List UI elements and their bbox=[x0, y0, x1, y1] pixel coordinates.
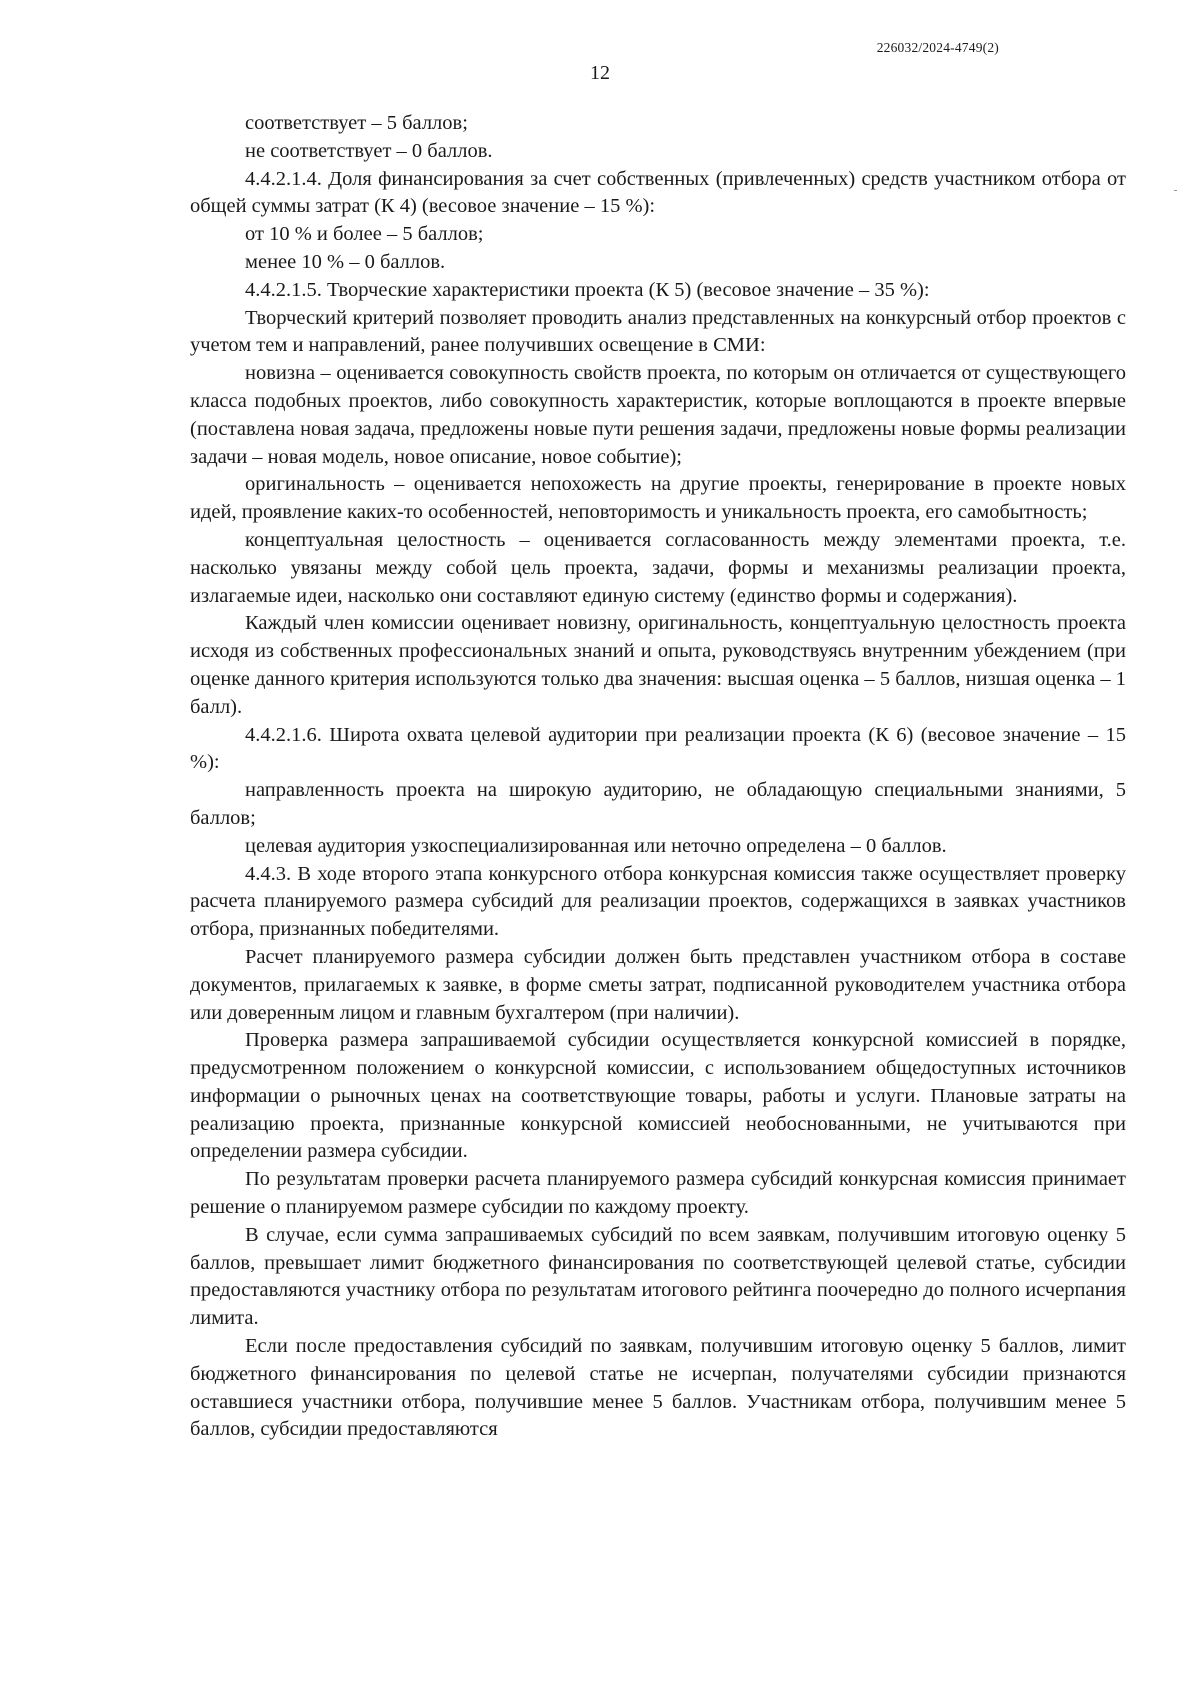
paragraph-subsidy-calculation: Расчет планируемого размера субсидии должен быть представлен участником отбора в составе документов, прилагаемых к заявке, в форме сметы затрат, подписанной руководителем участника отбора или доверенным лицом и главным бухгалтером (при наличии). bbox=[190, 945, 1126, 1024]
paragraph-score-mismatch: не соответствует – 0 баллов. bbox=[245, 139, 493, 162]
paragraph-subsidy-verification: Проверка размера запрашиваемой субсидии осуществляется конкурсной комиссией в порядке, предусмотренном положением о конкурсной комиссии, с использованием общедоступных источников информации о рыночных ценах на соответствующие товары, работы и услуги. Плановые затраты на реализацию проекта, признанные конкурсной комиссией необоснованными, не учитываются при определении размера субсидии. bbox=[190, 1029, 1126, 1163]
paragraph-commission-evaluation: Каждый член комиссии оценивает новизну, оригинальность, концептуальную целостность проекта исходя из собственных профессиональных знаний и опыта, руководствуясь внутренним убеждением (при оценке данного критерия используются только два значения: высшая оценка – 5 баллов, низшая оценка – 1 балл). bbox=[190, 612, 1126, 718]
paragraph-conceptual-integrity: концептуальная целостность – оценивается согласованность между элементами проекта, т.е. насколько увязаны между собой цель проекта, задачи, формы и механизмы реализации проекта, излагаемые идеи, насколько они составляют единую систему (единство формы и содержания). bbox=[190, 528, 1126, 607]
scan-mark bbox=[1174, 190, 1177, 191]
paragraph-limit-not-exhausted: Если после предоставления субсидий по заявкам, получившим итоговую оценку 5 баллов, лимит бюджетного финансирования по целевой статье не исчерпан, получателями субсидии признаются оставшиеся участники отбора, получившие менее 5 баллов. Участникам отбора, получившим менее 5 баллов, субсидии предоставляются bbox=[190, 1335, 1126, 1441]
paragraph-k4-high: от 10 % и более – 5 баллов; bbox=[245, 223, 484, 246]
paragraph-score-match: соответствует – 5 баллов; bbox=[245, 112, 468, 134]
paragraph-novelty: новизна – оценивается совокупность свойств проекта, по которым он отличается от существующего класса подобных проектов, либо совокупность характеристик, которые воплощаются в проекте впервые (поставлена новая задача, предложены новые пути решения задачи, предложены новые формы реализации задачи – новая модель, новое описание, новое событие); bbox=[190, 362, 1126, 468]
page-number: 12 bbox=[590, 62, 610, 84]
paragraph-commission-decision: По результатам проверки расчета планируемого размера субсидий конкурсная комиссия принимает решение о планируемом размере субсидии по каждому проекту. bbox=[190, 1168, 1126, 1219]
paragraph-k6-wide-audience: направленность проекта на широкую аудиторию, не обладающую специальными знаниями, 5 баллов; bbox=[190, 779, 1126, 829]
paragraph-creative-criterion: Творческий критерий позволяет проводить анализ представленных на конкурсный отбор проектов с учетом тем и направлений, ранее получивших освещение в СМИ: bbox=[190, 306, 1126, 357]
paragraph-section-4-4-3: 4.4.3. В ходе второго этапа конкурсного отбора конкурсная комиссия также осуществляет проверку расчета планируемого размера субсидий для реализации проектов, содержащихся в заявках участников отбора, признанных победителями. bbox=[190, 862, 1126, 941]
paragraph-criterion-k4: 4.4.2.1.4. Доля финансирования за счет собственных (привлеченных) средств участником отбора от общей суммы затрат (К 4) (весовое значение – 15 %): bbox=[190, 167, 1126, 218]
document-registration-number: 226032/2024-4749(2) bbox=[876, 40, 999, 55]
paragraph-originality: оригинальность – оценивается непохожесть на другие проекты, генерирование в проекте новых идей, проявление каких-то особенностей, неповторимость и уникальность проекта, его самобытность; bbox=[190, 473, 1126, 524]
paragraph-criterion-k6: 4.4.2.1.6. Широта охвата целевой аудитории при реализации проекта (К 6) (весовое значение – 15 %): bbox=[190, 723, 1126, 774]
paragraph-k6-narrow-audience: целевая аудитория узкоспециализированная или неточно определена – 0 баллов. bbox=[245, 834, 947, 857]
document-body bbox=[190, 110, 1126, 1444]
paragraph-limit-exceeded: В случае, если сумма запрашиваемых субсидий по всем заявкам, получившим итоговую оценку 5 баллов, превышает лимит бюджетного финансирования по соответствующей целевой статье, субсидии предоставляются участнику отбора по результатам итогового рейтинга поочередно до полного исчерпания лимита. bbox=[190, 1223, 1126, 1330]
paragraph-criterion-k5: 4.4.2.1.5. Творческие характеристики проекта (К 5) (весовое значение – 35 %): bbox=[245, 278, 930, 301]
paragraph-k4-low: менее 10 % – 0 баллов. bbox=[245, 250, 446, 273]
